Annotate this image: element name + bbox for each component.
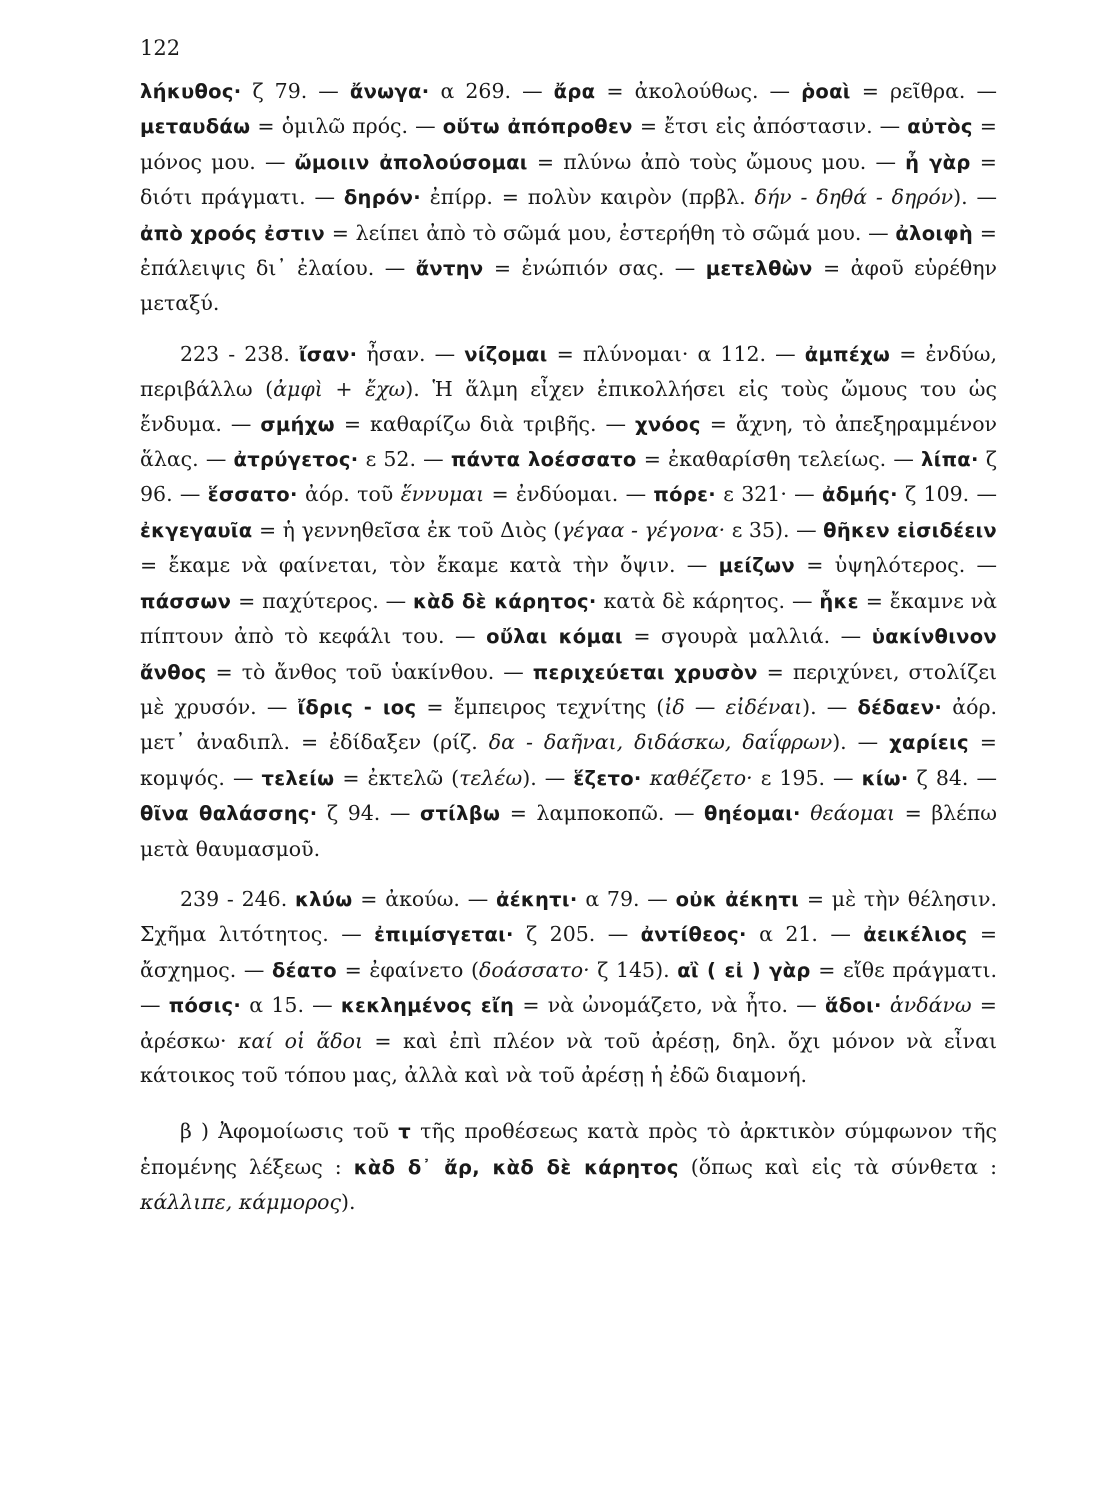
lemma: αἲ ( εἰ ) γὰρ bbox=[677, 958, 811, 982]
lemma: μεταυδάω bbox=[140, 115, 251, 139]
paragraph-1 bbox=[140, 74, 997, 321]
gloss-text: α 79. — bbox=[577, 886, 676, 911]
lemma: ἐπιμίσγεται· bbox=[374, 923, 514, 947]
lemma: δέδαεν· bbox=[857, 695, 943, 719]
gloss-text: ). — bbox=[802, 694, 858, 719]
gloss-text: β ) Ἀφομοίωσις τοῦ bbox=[180, 1119, 399, 1144]
gloss-text: 223 - 238. bbox=[180, 341, 299, 366]
lemma: κὰδ δὲ κάρητος· bbox=[412, 589, 597, 613]
gloss-text: = τὸ ἄνθος τοῦ ὑακίνθου. — bbox=[206, 659, 533, 684]
gloss-text: = ἔμπειρος τεχνίτης ( bbox=[416, 694, 665, 719]
gloss-text: ζ 94. — bbox=[317, 801, 420, 826]
gloss-text: = ἐφαίνετο ( bbox=[336, 957, 480, 982]
lemma: ἐκγεγαυῖα bbox=[140, 518, 253, 542]
gloss-text: ε 195. — bbox=[752, 765, 862, 790]
lemma: ἀδμής· bbox=[822, 483, 898, 507]
lemma: ἀτρύγετος· bbox=[233, 448, 359, 472]
gloss-text: κατὰ δὲ κάρητος. — bbox=[596, 588, 820, 613]
gloss-text: α 21. — bbox=[746, 922, 864, 947]
gloss-text: ε 52. — bbox=[358, 447, 451, 472]
lemma: μετελθὼν bbox=[705, 257, 813, 281]
lemma: χαρίεις bbox=[889, 731, 969, 755]
lemma: ἀμπέχω bbox=[804, 342, 891, 366]
gloss-text: ζ 79. — bbox=[241, 79, 350, 103]
gloss-text: ζ 84. — bbox=[908, 765, 997, 790]
lemma: ὑακίνθινον ἄνθος bbox=[140, 625, 997, 684]
lemma: θῆκεν εἰσιδέειν bbox=[823, 518, 997, 542]
gloss-text bbox=[642, 766, 650, 790]
page-body bbox=[140, 74, 997, 1220]
lemma: ἀεικέλιος bbox=[863, 923, 968, 947]
gloss-text: = πλύνω ἀπὸ τοὺς ὤμους μου. — bbox=[527, 149, 906, 174]
lemma: ἀπὸ χροός ἐστιν bbox=[140, 221, 326, 245]
lemma: θηέομαι· bbox=[704, 802, 801, 826]
italic-term: γέγαα - γέγονα· bbox=[561, 517, 726, 542]
lemma: δέατο bbox=[271, 958, 337, 982]
gloss-text: = λείπει ἀπὸ τὸ σῶμά μου, ἐστερήθη τὸ σῶμά μου. — bbox=[325, 220, 896, 245]
lemma: κίω· bbox=[861, 766, 909, 790]
gloss-text: = βλέπω μετὰ θαυμασμοῦ. bbox=[140, 801, 997, 861]
gloss-text: = πλύνομαι· α 112. — bbox=[547, 341, 805, 366]
gloss-text: = καὶ ἐπὶ πλέον νὰ τοῦ ἀρέσῃ, δηλ. ὄχι μόνον νὰ εἶναι κάτοικος τοῦ τόπου μας, ἀλλὰ καὶ νὰ τοῦ ἀρέσῃ ἡ ἐδῶ διαμονή. bbox=[140, 1028, 997, 1087]
gloss-text: ζ 109. — bbox=[897, 482, 997, 507]
italic-term: θεάομαι bbox=[810, 801, 896, 826]
lemma: αὐτὸς bbox=[907, 115, 973, 139]
gloss-text: (ὅπως καὶ εἰς τὰ σύνθετα : bbox=[678, 1154, 997, 1179]
lemma: πάντα λοέσσατο bbox=[450, 448, 637, 472]
gloss-text: ). — bbox=[832, 730, 890, 755]
gloss-text bbox=[882, 993, 890, 1017]
gloss-text: τῆς προθέσεως κατὰ πρὸς τὸ ἀρκτικὸν σύμφωνον τῆς ἑπομένης λέξεως : bbox=[140, 1119, 997, 1179]
gloss-text: ε 35). — bbox=[725, 517, 824, 542]
lemma: ἴδρις - ιος bbox=[297, 695, 417, 719]
gloss-text: = ἐκτελῶ ( bbox=[334, 765, 460, 790]
italic-term: δα - δαῆναι, διδάσκω, δαΐφρων bbox=[488, 730, 833, 755]
lemma: ἀέκητι· bbox=[496, 887, 578, 911]
gloss-text: = λαμποκοπῶ. — bbox=[500, 801, 705, 826]
lemma: ἕσσατο· bbox=[207, 483, 298, 507]
gloss-text: = ἐνώπιόν σας. — bbox=[483, 256, 706, 281]
lemma: πόσις· bbox=[168, 994, 242, 1018]
lemma: χνόος bbox=[635, 412, 701, 436]
gloss-text: = ἐνδύομαι. — bbox=[484, 482, 654, 507]
gloss-text: = μὲ τὴν θέλησιν. Σχῆμα λιτότητος. — bbox=[140, 886, 997, 947]
lemma: ἀλοιφὴ bbox=[895, 221, 974, 245]
gloss-text: α 269. — bbox=[429, 79, 554, 103]
lemma: στίλβω bbox=[419, 802, 501, 826]
lemma: οὕτω ἀπόπροθεν bbox=[442, 115, 633, 139]
gloss-text: ζ 145). bbox=[589, 957, 678, 982]
gloss-text: = ρεῖθρα. — bbox=[850, 79, 998, 103]
gloss-text: ἦσαν. — bbox=[357, 341, 465, 366]
gloss-text: ζ 96. — bbox=[140, 447, 997, 507]
lemma: ἄρα bbox=[553, 80, 596, 103]
gloss-text: ). — bbox=[953, 185, 998, 210]
lemma: ἄνωγα· bbox=[349, 80, 430, 103]
lemma: θῖνα θαλάσσης· bbox=[140, 802, 318, 826]
gloss-text: 239 - 246. bbox=[180, 886, 296, 911]
gloss-text: = ἐκαθαρίσθη τελείως. — bbox=[636, 447, 922, 472]
italic-term: ἰδ — εἰδέναι bbox=[664, 694, 803, 719]
lemma: λίπα· bbox=[921, 448, 979, 472]
gloss-text: = ἀκούω. — bbox=[352, 886, 496, 911]
gloss-text: = σγουρὰ μαλλιά. — bbox=[622, 624, 872, 649]
lemma: πόρε· bbox=[653, 483, 716, 507]
gloss-text: = ἀφοῦ εὑρέθην μεταξύ. bbox=[140, 256, 997, 316]
lemma: οὔλαι κόμαι bbox=[486, 625, 623, 649]
gloss-text: = εἴθε πράγματι. — bbox=[140, 957, 997, 1018]
gloss-text: ). bbox=[340, 1190, 356, 1215]
gloss-text: = ὑψηλότερος. — bbox=[794, 553, 997, 578]
gloss-text: = ἐπάλειψις δι᾽ ἐλαίου. — bbox=[140, 220, 997, 281]
gloss-text: = ἔκαμε νὰ φαίνεται, τὸν ἔκαμε κατὰ τὴν ὄψιν. — bbox=[140, 553, 719, 578]
lemma: σμήχω bbox=[260, 412, 335, 436]
italic-term: ἕννυμαι bbox=[400, 482, 485, 507]
gloss-text: = ὁμιλῶ πρός. — bbox=[250, 114, 443, 139]
italic-term: καί οἱ ἅδοι bbox=[237, 1028, 364, 1053]
italic-term: τελέω bbox=[459, 765, 523, 790]
gloss-text: = ἔτσι εἰς ἀπόστασιν. — bbox=[632, 114, 908, 139]
gloss-text: ). — bbox=[522, 765, 574, 790]
lemma: ἅδοι· bbox=[825, 994, 882, 1018]
lemma: δηρόν· bbox=[343, 186, 421, 210]
lemma: πάσσων bbox=[140, 589, 232, 613]
gloss-text: = ἄχνη, τὸ ἀπεξηραμμένον ἅλας. — bbox=[140, 411, 997, 472]
gloss-text: ἀόρ. τοῦ bbox=[297, 482, 401, 507]
lemma: κεκλημένος εἴη bbox=[340, 994, 515, 1018]
gloss-text: ἐπίρρ. = πολὺν καιρὸν (πρβλ. bbox=[420, 185, 755, 210]
italic-term: καθέζετο· bbox=[649, 765, 753, 790]
gloss-text: ). Ἡ ἅλμη εἶχεν ἐπικολλήσει εἰς τοὺς ὤμους του ὡς ἔνδυμα. — bbox=[140, 377, 997, 436]
italic-term: ἁνδάνω bbox=[889, 993, 972, 1018]
gloss-text: α 15. — bbox=[241, 993, 341, 1018]
lemma: ἧκε bbox=[819, 589, 859, 613]
lemma: μείζων bbox=[718, 554, 795, 578]
gloss-text: ἀόρ. μετ᾽ ἀναδιπλ. = ἐδίδαξεν (ρίζ. bbox=[140, 694, 998, 755]
gloss-text: = ἡ γεννηθεῖσα ἐκ τοῦ Διὸς ( bbox=[252, 517, 562, 542]
lemma: νίζομαι bbox=[464, 342, 548, 366]
paragraph-2 bbox=[140, 337, 997, 866]
gloss-text: = ἀρέσκω· bbox=[140, 993, 997, 1053]
lemma: κλύω bbox=[295, 887, 353, 911]
italic-term: ἀμφὶ + ἔχω bbox=[273, 377, 406, 402]
lemma: ὤμοιιν ἀπολούσομαι bbox=[294, 150, 528, 174]
gloss-text: ζ 205. — bbox=[513, 922, 641, 947]
gloss-text: = παχύτερος. — bbox=[231, 588, 413, 613]
lemma: ἴσαν· bbox=[299, 342, 358, 366]
italic-term: δοάσσατο· bbox=[479, 957, 590, 982]
lemma: λήκυθος· bbox=[140, 80, 242, 103]
lemma: κὰδ δ᾽ ἄρ, κὰδ δὲ κάρητος bbox=[353, 1155, 679, 1179]
lemma: ἦ γὰρ bbox=[905, 150, 971, 174]
gloss-text: = περιχύνει, στολίζει μὲ χρυσόν. — bbox=[140, 659, 998, 719]
gloss-text: = ἀκολούθως. — bbox=[595, 79, 802, 103]
page-number: 122 bbox=[140, 36, 181, 60]
gloss-text: = μόνος μου. — bbox=[140, 114, 997, 174]
gloss-text: = καθαρίζω διὰ τριβῆς. — bbox=[334, 411, 636, 436]
lemma: ἀντίθεος· bbox=[640, 923, 747, 947]
lemma: τ bbox=[398, 1120, 411, 1144]
lemma: περιχεύεται χρυσὸν bbox=[532, 660, 758, 684]
italic-term: δήν - δηθά - δηρόν bbox=[754, 185, 954, 210]
gloss-text: ε 321· — bbox=[715, 482, 822, 507]
gloss-text: = ἄσχημος. — bbox=[140, 922, 997, 982]
gloss-text: = ἐνδύω, περιβάλλω ( bbox=[140, 341, 997, 402]
lemma: τελείω bbox=[261, 766, 335, 790]
lemma: ἕζετο· bbox=[573, 766, 642, 790]
lemma: ῥοαὶ bbox=[801, 80, 851, 103]
gloss-text: = κομψός. — bbox=[140, 730, 997, 790]
lemma: ἄντην bbox=[415, 257, 484, 281]
gloss-text: = ἔκαμνε νὰ πίπτουν ἀπὸ τὸ κεφάλι του. — bbox=[140, 588, 998, 649]
gloss-text: = νὰ ὠνομάζετο, νὰ ἦτο. — bbox=[514, 993, 825, 1018]
lemma: οὐκ ἀέκητι bbox=[675, 887, 800, 911]
gloss-text bbox=[801, 801, 811, 825]
paragraph-3 bbox=[140, 882, 997, 1092]
gloss-text: = διότι πράγματι. — bbox=[140, 149, 997, 210]
italic-term: κάλλιπε, κάμμορος bbox=[140, 1190, 341, 1215]
paragraph-4 bbox=[140, 1114, 997, 1219]
